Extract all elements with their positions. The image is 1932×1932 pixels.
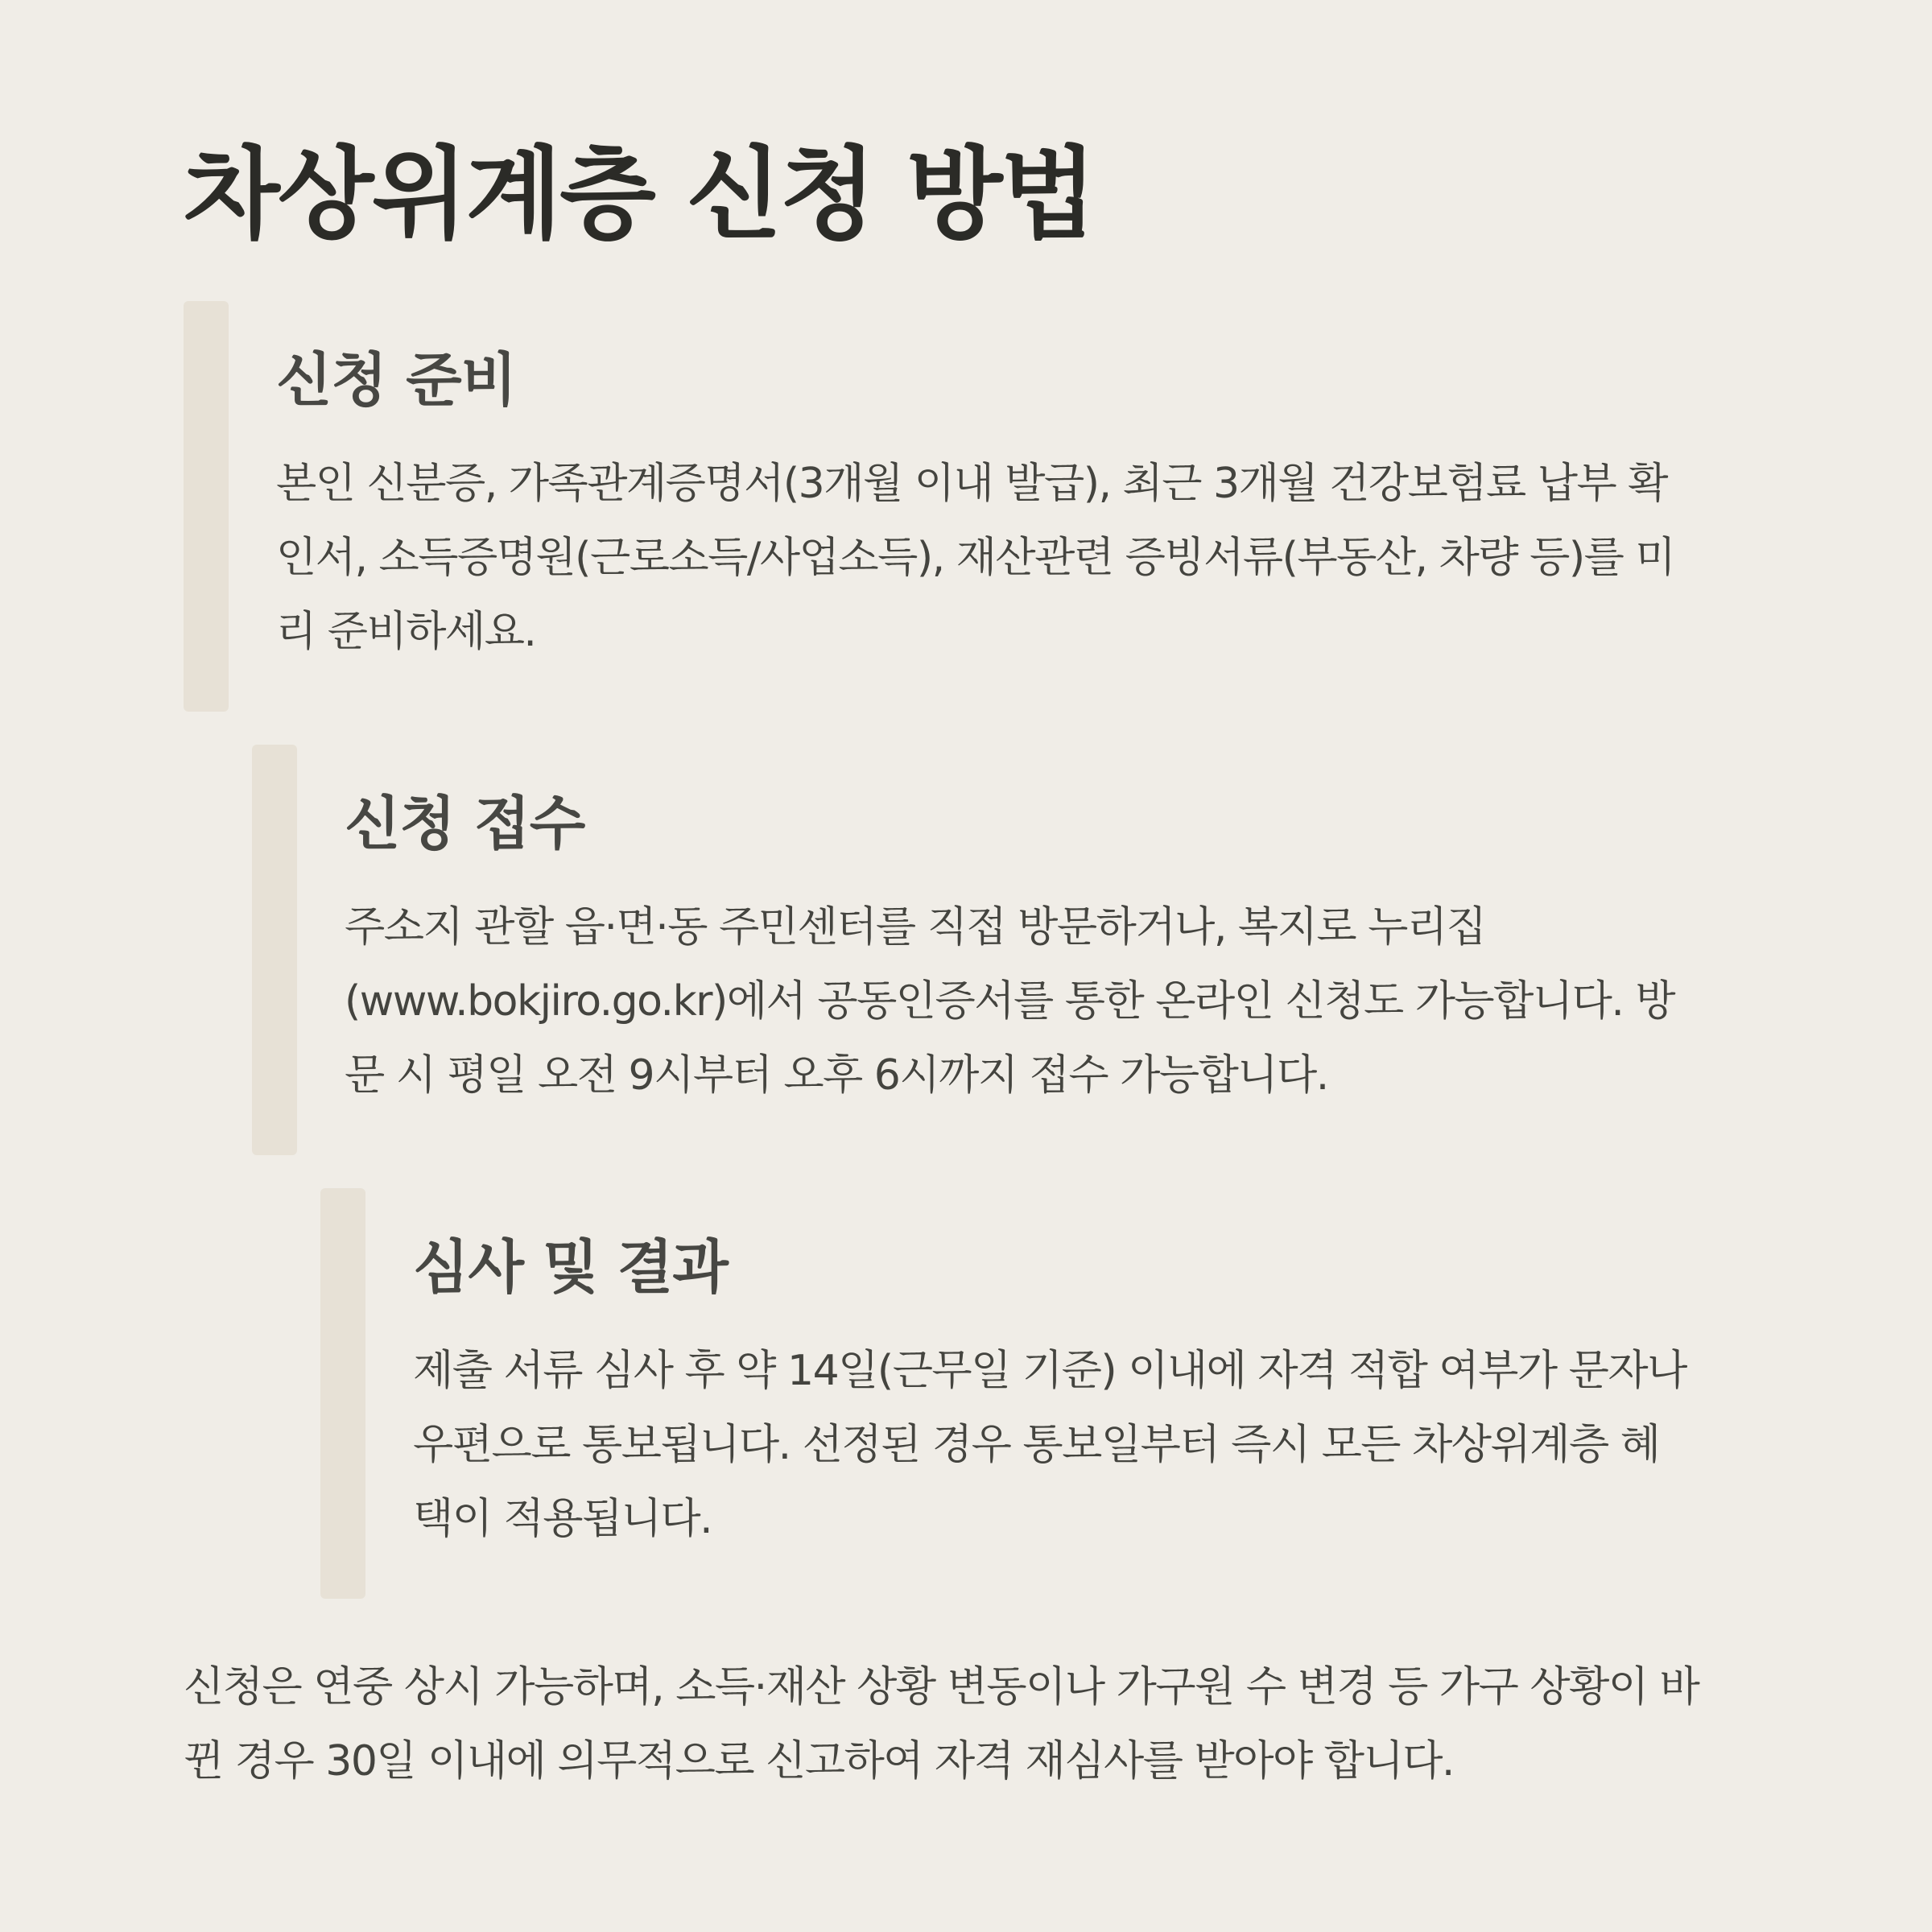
step-text-line: 택이 적용됩니다. — [413, 1495, 712, 1544]
footer-note-line: 뀐 경우 30일 이내에 의무적으로 신고하여 자격 재심사를 받아야 합니다. — [184, 1737, 1454, 1785]
step-text-line: (www.bokjiro.go.kr)에서 공동인증서를 통한 온라인 신청도 가능합니다. 방 — [345, 977, 1675, 1026]
step-heading: 신청 접수 — [345, 790, 585, 857]
page-title: 차상위계층 신청 방법 — [184, 137, 1095, 253]
step-text-line: 주소지 관할 읍·면·동 주민센터를 직접 방문하거나, 복지로 누리집 — [345, 903, 1486, 952]
step-text-line: 리 준비하세요. — [276, 608, 536, 657]
step-body — [345, 789, 1674, 1113]
step-accent-bar — [184, 301, 229, 712]
step-text-line: 문 시 평일 오전 9시부터 오후 6시까지 접수 가능합니다. — [345, 1051, 1328, 1100]
step-body — [276, 345, 1674, 669]
step-text-line: 본인 신분증, 가족관계증명서(3개월 이내 발급), 최근 3개월 건강보험료 납부 확 — [276, 460, 1668, 509]
footer-note — [184, 1650, 1699, 1798]
step-accent-bar — [252, 745, 297, 1155]
step-heading: 심사 및 결과 — [413, 1233, 728, 1301]
step-text-line: 우편으로 통보됩니다. 선정된 경우 통보일부터 즉시 모든 차상위계층 혜 — [413, 1421, 1660, 1470]
step-description — [276, 447, 1674, 669]
step-text-line: 인서, 소득증명원(근로소득/사업소득), 재산관련 증빙서류(부동산, 차량 등)를 미 — [276, 534, 1675, 583]
step-description — [413, 1334, 1686, 1556]
step-accent-bar — [320, 1188, 365, 1599]
step-body — [413, 1232, 1686, 1556]
footer-note-line: 신청은 연중 상시 가능하며, 소득·재산 상황 변동이나 가구원 수 변경 등 가구 상황이 바 — [184, 1663, 1699, 1711]
step-description — [345, 890, 1674, 1113]
step-text-line: 제출 서류 심사 후 약 14일(근무일 기준) 이내에 자격 적합 여부가 문자나 — [413, 1347, 1686, 1396]
step-heading: 신청 준비 — [276, 346, 517, 414]
